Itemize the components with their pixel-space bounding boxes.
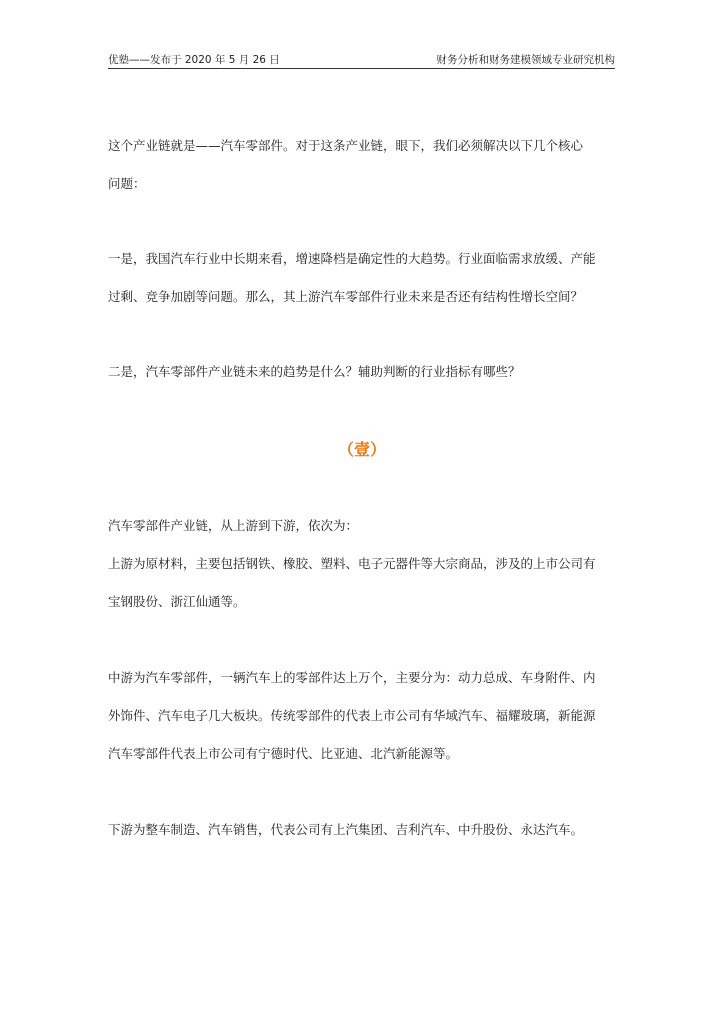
paragraph-intro-line-1: 这个产业链就是——汽车零部件。对于这条产业链，眼下，我们必须解决以下几个核心 [108,138,584,153]
header-org-tagline: 财务分析和财务建模领域专业研究机构 [436,54,615,66]
paragraph-question-one-line-2: 过剩、竞争加剧等问题。那么，其上游汽车零部件行业未来是否还有结构性增长空间？ [108,289,584,304]
paragraph-downstream-line-1: 下游为整车制造、汽车销售，代表公司有上汽集团、吉利汽车、中升股份、永达汽车。 [108,822,584,837]
paragraph-upstream-line-1: 上游为原材料，主要包括钢铁、橡胶、塑料、电子元器件等大宗商品，涉及的上市公司有 [108,556,596,571]
page-header [108,50,615,69]
paragraph-midstream-line-2: 外饰件、汽车电子几大板块。传统零部件的代表上市公司有华域汽车、福耀玻璃，新能源 [108,708,596,723]
paragraph-intro-line-2: 问题： [108,176,146,191]
paragraph-upstream-line-2: 宝钢股份、浙江仙通等。 [108,594,246,609]
paragraph-question-two-line-1: 二是，汽车零部件产业链未来的趋势是什么？辅助判断的行业指标有哪些？ [108,364,521,379]
paragraph-midstream-line-3: 汽车零部件代表上市公司有宁德时代、比亚迪、北汽新能源等。 [108,746,459,761]
section-heading: （壹） [337,440,386,459]
paragraph-midstream-line-1: 中游为汽车零部件，一辆汽车上的零部件达上万个，主要分为：动力总成、车身附件、内 [108,670,596,685]
paragraph-question-one-line-1: 一是，我国汽车行业中长期来看，增速降档是确定性的大趋势。行业面临需求放缓、产能 [108,251,596,266]
header-publish-info: 优塾——发布于 2020 年 5 月 26 日 [108,54,280,66]
paragraph-chain-intro: 汽车零部件产业链，从上游到下游，依次为： [108,518,359,533]
